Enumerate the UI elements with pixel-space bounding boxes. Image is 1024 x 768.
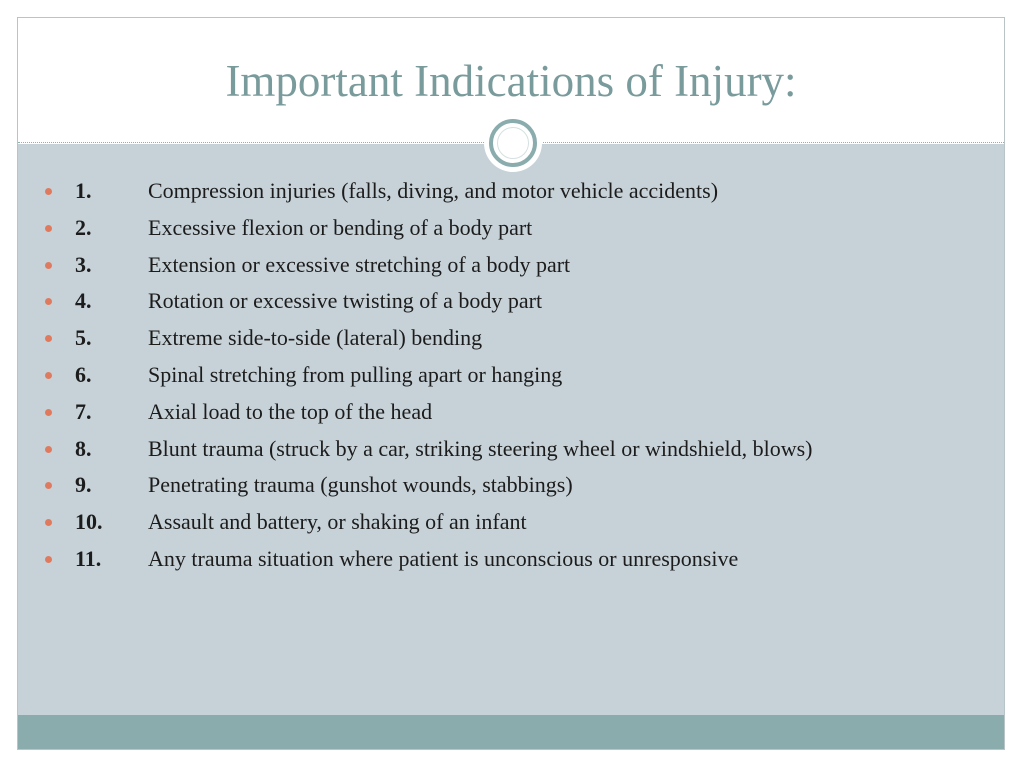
item-number: 9. (75, 472, 92, 498)
bullet-dot-icon (45, 372, 52, 379)
list-item (18, 470, 1004, 500)
bullet-dot-icon (45, 298, 52, 305)
item-number: 11. (75, 545, 102, 571)
list-item (18, 286, 1004, 316)
item-number: 3. (75, 251, 92, 277)
bullet-dot-icon (45, 556, 52, 563)
item-number: 2. (75, 214, 92, 240)
bullet-dot-icon (45, 225, 52, 232)
bullet-dot-icon (45, 262, 52, 269)
item-number: 6. (75, 361, 92, 387)
bullet-dot-icon (45, 188, 52, 195)
list-item (18, 250, 1004, 280)
list-item (18, 397, 1004, 427)
ornament-ring-inner (497, 127, 529, 159)
list-item (18, 544, 1004, 574)
bullet-dot-icon (45, 446, 52, 453)
indications-list (18, 176, 1004, 581)
list-item (18, 507, 1004, 537)
item-text: Excessive flexion or bending of a body part (148, 214, 533, 240)
item-number: 1. (75, 178, 92, 203)
item-number: 10. (75, 509, 103, 535)
list-item (18, 213, 1004, 243)
item-text: Blunt trauma (struck by a car, striking steering wheel or windshield, blows) (148, 435, 813, 461)
list-item (18, 434, 1004, 464)
footer-bar (18, 715, 1004, 750)
ornament-ring (489, 119, 537, 167)
item-text: Axial load to the top of the head (148, 398, 433, 424)
item-text: Any trauma situation where patient is unconscious or unresponsive (148, 545, 739, 571)
list-item (18, 176, 1004, 206)
bullet-dot-icon (45, 519, 52, 526)
bullet-dot-icon (45, 409, 52, 416)
item-number: 7. (75, 398, 92, 424)
item-text: Spinal stretching from pulling apart or hanging (148, 361, 563, 387)
item-text: Rotation or excessive twisting of a body part (148, 288, 543, 314)
item-text: Extreme side-to-side (lateral) bending (148, 325, 483, 351)
item-number: 5. (75, 325, 92, 351)
slide-title: Important Indications of Injury: (225, 56, 797, 106)
circle-ornament-icon (484, 114, 542, 172)
slide (17, 17, 1005, 750)
item-text: Penetrating trauma (gunshot wounds, stabbings) (148, 472, 573, 498)
item-number: 4. (75, 288, 92, 314)
item-text: Extension or excessive stretching of a body part (148, 251, 571, 277)
bullet-dot-icon (45, 335, 52, 342)
item-text: Compression injuries (falls, diving, and motor vehicle accidents) (148, 178, 719, 203)
item-text: Assault and battery, or shaking of an infant (148, 509, 527, 535)
item-number: 8. (75, 435, 92, 461)
list-item (18, 360, 1004, 390)
bullet-dot-icon (45, 482, 52, 489)
list-item (18, 323, 1004, 353)
